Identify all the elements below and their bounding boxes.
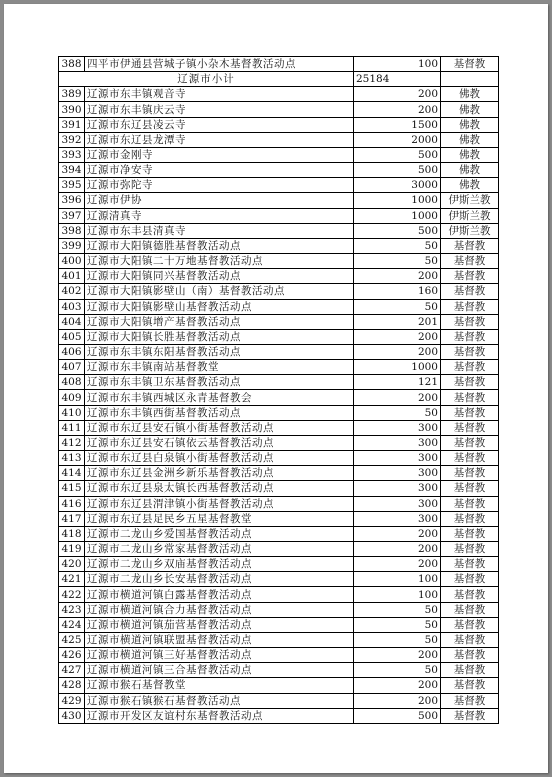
religion-type: 基督教 <box>441 435 499 450</box>
table-row <box>59 314 499 329</box>
donation-amount: 100 <box>354 587 441 602</box>
site-name: 辽源市东丰县清真寺 <box>85 223 354 238</box>
religion-type: 基督教 <box>441 314 499 329</box>
row-number: 409 <box>59 390 85 405</box>
table-row <box>59 208 499 223</box>
site-name: 辽源市横道河镇白露基督教活动点 <box>85 587 354 602</box>
row-number: 397 <box>59 208 85 223</box>
row-number: 427 <box>59 663 85 678</box>
donation-amount: 500 <box>354 147 441 162</box>
site-name: 辽源市东辽县凌云寺 <box>85 117 354 132</box>
religion-type: 基督教 <box>441 557 499 572</box>
site-name: 辽源市横道河镇三合基督教活动点 <box>85 663 354 678</box>
row-number: 422 <box>59 587 85 602</box>
document-page <box>4 4 548 773</box>
table-row <box>59 329 499 344</box>
subtotal-amount: 25184 <box>354 72 441 87</box>
donation-table-body <box>59 57 499 724</box>
row-number: 406 <box>59 344 85 359</box>
religion-type: 基督教 <box>441 587 499 602</box>
table-row <box>59 420 499 435</box>
site-name: 辽源市东辽县足民乡五星基督教堂 <box>85 511 354 526</box>
row-number: 402 <box>59 284 85 299</box>
religion-type: 基督教 <box>441 602 499 617</box>
donation-amount: 100 <box>354 572 441 587</box>
table-row <box>59 435 499 450</box>
site-name: 辽源市东辽县渭津镇小街基督教活动点 <box>85 496 354 511</box>
site-name: 辽源市大阳镇德胜基督教活动点 <box>85 238 354 253</box>
row-number: 418 <box>59 526 85 541</box>
site-name: 辽源市二龙山乡常家基督教活动点 <box>85 542 354 557</box>
table-row <box>59 193 499 208</box>
donation-amount: 121 <box>354 375 441 390</box>
donation-amount: 200 <box>354 344 441 359</box>
row-number: 401 <box>59 269 85 284</box>
table-row <box>59 466 499 481</box>
table-row <box>59 587 499 602</box>
donation-amount: 1000 <box>354 360 441 375</box>
table-row <box>59 663 499 678</box>
row-number: 404 <box>59 314 85 329</box>
religion-type: 基督教 <box>441 405 499 420</box>
table-row <box>59 451 499 466</box>
row-number: 407 <box>59 360 85 375</box>
table-row <box>59 542 499 557</box>
table-row <box>59 87 499 102</box>
donation-amount: 3000 <box>354 178 441 193</box>
donation-amount: 200 <box>354 557 441 572</box>
religion-type: 伊斯兰教 <box>441 208 499 223</box>
row-number: 425 <box>59 632 85 647</box>
table-row <box>59 254 499 269</box>
donation-amount: 200 <box>354 102 441 117</box>
religion-type: 伊斯兰教 <box>441 223 499 238</box>
religion-type: 基督教 <box>441 648 499 663</box>
donation-amount: 100 <box>354 57 441 72</box>
row-number: 399 <box>59 238 85 253</box>
table-row <box>59 405 499 420</box>
row-number: 426 <box>59 648 85 663</box>
table-row <box>59 678 499 693</box>
religion-type: 基督教 <box>441 526 499 541</box>
religion-type: 伊斯兰教 <box>441 193 499 208</box>
row-number: 395 <box>59 178 85 193</box>
donation-amount: 50 <box>354 299 441 314</box>
table-row <box>59 496 499 511</box>
row-number: 411 <box>59 420 85 435</box>
table-row <box>59 299 499 314</box>
table-row <box>59 178 499 193</box>
religion-type: 基督教 <box>441 451 499 466</box>
row-number: 405 <box>59 329 85 344</box>
row-number: 416 <box>59 496 85 511</box>
site-name: 辽源市东辽县龙潭寺 <box>85 132 354 147</box>
row-number: 429 <box>59 693 85 708</box>
site-name: 辽源市东辽县安石镇依云基督教活动点 <box>85 435 354 450</box>
table-row <box>59 390 499 405</box>
site-name: 辽源市大阳镇影壁山（南）基督教活动点 <box>85 284 354 299</box>
row-number: 388 <box>59 57 85 72</box>
table-row <box>59 511 499 526</box>
table-row <box>59 360 499 375</box>
religion-type: 基督教 <box>441 511 499 526</box>
table-row <box>59 223 499 238</box>
donation-amount: 201 <box>354 314 441 329</box>
donation-table <box>58 56 499 724</box>
donation-amount: 300 <box>354 451 441 466</box>
religion-type: 基督教 <box>441 254 499 269</box>
site-name: 辽源市东辽县白泉镇小街基督教活动点 <box>85 451 354 466</box>
table-row <box>59 102 499 117</box>
table-row <box>59 693 499 708</box>
site-name: 辽源市开发区友谊村东基督教活动点 <box>85 708 354 723</box>
religion-type: 基督教 <box>441 466 499 481</box>
table-row <box>59 344 499 359</box>
table-row <box>59 284 499 299</box>
site-name: 辽源市横道河镇三好基督教活动点 <box>85 648 354 663</box>
row-number: 394 <box>59 163 85 178</box>
table-row <box>59 132 499 147</box>
donation-amount: 200 <box>354 390 441 405</box>
religion-type: 基督教 <box>441 284 499 299</box>
site-name: 辽源市大阳镇长胜基督教活动点 <box>85 329 354 344</box>
religion-type: 基督教 <box>441 572 499 587</box>
table-row <box>59 557 499 572</box>
donation-amount: 300 <box>354 481 441 496</box>
donation-amount: 200 <box>354 678 441 693</box>
table-row <box>59 648 499 663</box>
donation-amount: 50 <box>354 238 441 253</box>
donation-amount: 1000 <box>354 208 441 223</box>
religion-type: 基督教 <box>441 678 499 693</box>
donation-amount: 500 <box>354 223 441 238</box>
donation-amount: 50 <box>354 632 441 647</box>
row-number: 428 <box>59 678 85 693</box>
religion-type: 基督教 <box>441 344 499 359</box>
religion-type: 基督教 <box>441 617 499 632</box>
religion-type: 基督教 <box>441 238 499 253</box>
donation-amount: 160 <box>354 284 441 299</box>
donation-amount: 200 <box>354 542 441 557</box>
row-number: 410 <box>59 405 85 420</box>
site-name: 辽源市东丰镇西城区永青基督教会 <box>85 390 354 405</box>
donation-amount: 50 <box>354 405 441 420</box>
donation-amount: 50 <box>354 254 441 269</box>
site-name: 辽源市金刚寺 <box>85 147 354 162</box>
row-number: 391 <box>59 117 85 132</box>
religion-type: 佛教 <box>441 163 499 178</box>
religion-type: 基督教 <box>441 329 499 344</box>
religion-type: 基督教 <box>441 708 499 723</box>
site-name: 辽源市弥陀寺 <box>85 178 354 193</box>
religion-type: 佛教 <box>441 102 499 117</box>
row-number: 389 <box>59 87 85 102</box>
religion-type: 基督教 <box>441 269 499 284</box>
site-name: 辽源市二龙山乡长安基督教活动点 <box>85 572 354 587</box>
row-number: 400 <box>59 254 85 269</box>
row-number: 408 <box>59 375 85 390</box>
site-name: 辽源市二龙山乡双庙基督教活动点 <box>85 557 354 572</box>
subtotal-label: 辽源市小计 <box>59 72 354 87</box>
site-name: 辽源市东丰镇西街基督教活动点 <box>85 405 354 420</box>
site-name: 辽源市二龙山乡爱国基督教活动点 <box>85 526 354 541</box>
site-name: 辽源市横道河镇茄营基督教活动点 <box>85 617 354 632</box>
religion-type: 基督教 <box>441 496 499 511</box>
religion-type: 基督教 <box>441 481 499 496</box>
donation-amount: 200 <box>354 329 441 344</box>
table-row <box>59 238 499 253</box>
table-row <box>59 375 499 390</box>
site-name: 辽源市东丰镇庆云寺 <box>85 102 354 117</box>
religion-type: 基督教 <box>441 632 499 647</box>
donation-amount: 200 <box>354 269 441 284</box>
donation-amount: 200 <box>354 526 441 541</box>
table-row <box>59 602 499 617</box>
religion-type: 佛教 <box>441 178 499 193</box>
religion-type: 基督教 <box>441 299 499 314</box>
row-number: 423 <box>59 602 85 617</box>
table-row <box>59 57 499 72</box>
religion-type: 佛教 <box>441 87 499 102</box>
table-row <box>59 572 499 587</box>
table-row <box>59 526 499 541</box>
site-name: 四平市伊通县营城子镇小杂木基督教活动点 <box>85 57 354 72</box>
row-number: 417 <box>59 511 85 526</box>
site-name: 辽源市东丰镇南站基督教堂 <box>85 360 354 375</box>
row-number: 412 <box>59 435 85 450</box>
donation-amount: 2000 <box>354 132 441 147</box>
site-name: 辽源市东丰镇观音寺 <box>85 87 354 102</box>
donation-amount: 300 <box>354 511 441 526</box>
site-name: 辽源清真寺 <box>85 208 354 223</box>
donation-amount: 200 <box>354 648 441 663</box>
donation-amount: 500 <box>354 708 441 723</box>
site-name: 辽源市净安寺 <box>85 163 354 178</box>
row-number: 430 <box>59 708 85 723</box>
table-row <box>59 163 499 178</box>
religion-type: 基督教 <box>441 57 499 72</box>
donation-amount: 1500 <box>354 117 441 132</box>
table-row <box>59 147 499 162</box>
donation-amount: 50 <box>354 602 441 617</box>
site-name: 辽源市东丰镇卫东基督教活动点 <box>85 375 354 390</box>
site-name: 辽源市横道河镇联盟基督教活动点 <box>85 632 354 647</box>
donation-amount: 50 <box>354 617 441 632</box>
row-number: 421 <box>59 572 85 587</box>
religion-type: 佛教 <box>441 117 499 132</box>
religion-type: 佛教 <box>441 132 499 147</box>
row-number: 393 <box>59 147 85 162</box>
donation-amount: 50 <box>354 663 441 678</box>
donation-amount: 300 <box>354 435 441 450</box>
row-number: 396 <box>59 193 85 208</box>
religion-type: 佛教 <box>441 147 499 162</box>
site-name: 辽源市东丰镇东阳基督教活动点 <box>85 344 354 359</box>
row-number: 415 <box>59 481 85 496</box>
table-row <box>59 117 499 132</box>
religion-type: 基督教 <box>441 420 499 435</box>
religion-type: 基督教 <box>441 375 499 390</box>
site-name: 辽源市大阳镇影壁山基督教活动点 <box>85 299 354 314</box>
table-row <box>59 269 499 284</box>
row-number: 413 <box>59 451 85 466</box>
site-name: 辽源市横道河镇合力基督教活动点 <box>85 602 354 617</box>
row-number: 419 <box>59 542 85 557</box>
donation-amount: 300 <box>354 466 441 481</box>
site-name: 辽源市东辽县金洲乡新乐基督教活动点 <box>85 466 354 481</box>
donation-amount: 200 <box>354 693 441 708</box>
row-number: 398 <box>59 223 85 238</box>
row-number: 392 <box>59 132 85 147</box>
site-name: 辽源市东辽县安石镇小街基督教活动点 <box>85 420 354 435</box>
site-name: 辽源市伊协 <box>85 193 354 208</box>
site-name: 辽源市猴石基督教堂 <box>85 678 354 693</box>
table-row <box>59 632 499 647</box>
religion-type: 基督教 <box>441 693 499 708</box>
site-name: 辽源市大阳镇同兴基督教活动点 <box>85 269 354 284</box>
religion-type: 基督教 <box>441 360 499 375</box>
donation-amount: 300 <box>354 496 441 511</box>
religion-type: 基督教 <box>441 390 499 405</box>
donation-amount: 1000 <box>354 193 441 208</box>
row-number: 420 <box>59 557 85 572</box>
row-number: 390 <box>59 102 85 117</box>
donation-amount: 200 <box>354 87 441 102</box>
table-row <box>59 617 499 632</box>
site-name: 辽源市猴石镇猴石基督教活动点 <box>85 693 354 708</box>
religion-type: 基督教 <box>441 542 499 557</box>
empty-cell <box>441 72 499 87</box>
religion-type: 基督教 <box>441 663 499 678</box>
row-number: 414 <box>59 466 85 481</box>
subtotal-row <box>59 72 499 87</box>
row-number: 424 <box>59 617 85 632</box>
site-name: 辽源市大阳镇增产基督教活动点 <box>85 314 354 329</box>
donation-amount: 300 <box>354 420 441 435</box>
site-name: 辽源市东辽县泉太镇长西基督教活动点 <box>85 481 354 496</box>
table-row <box>59 481 499 496</box>
table-row <box>59 708 499 723</box>
row-number: 403 <box>59 299 85 314</box>
donation-amount: 500 <box>354 163 441 178</box>
site-name: 辽源市大阳镇二十万地基督教活动点 <box>85 254 354 269</box>
